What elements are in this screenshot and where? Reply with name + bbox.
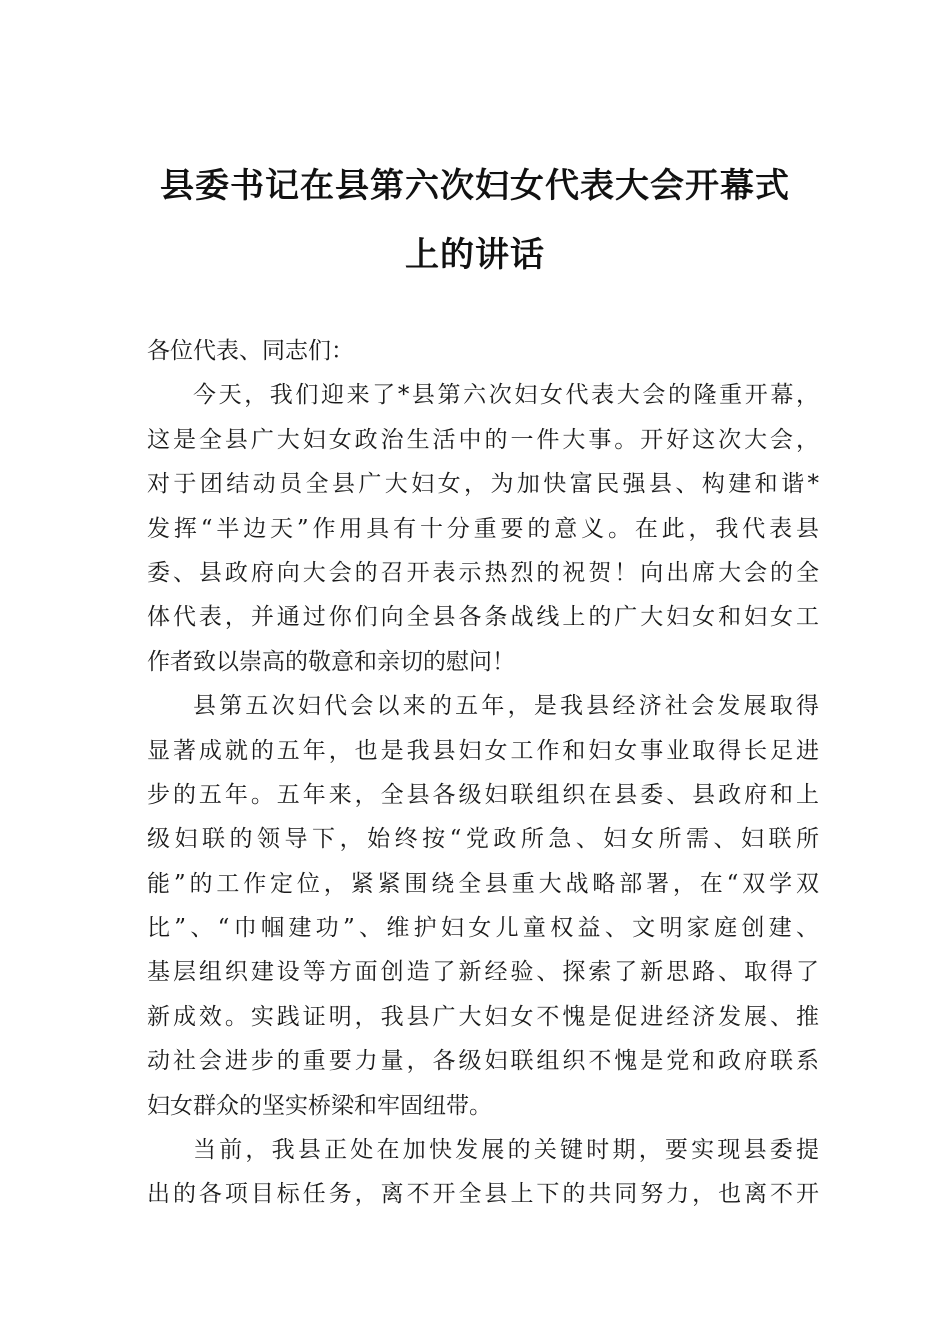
salutation: 各位代表、同志们： [147,338,354,364]
paragraph-line: 步的五年。五年来，全县各级妇联组织在县委、县政府和上 [147,781,819,808]
document-title-line-2: 上的讲话 [405,235,545,275]
paragraph-line: 级妇联的领导下，始终按“党政所急、妇女所需、妇联所 [147,826,819,853]
paragraph-3 [147,1128,819,1217]
paragraph-line: 对于团结动员全县广大妇女，为加快富民强县、构建和谐* [147,471,819,498]
paragraph-line: 比”、“巾帼建功”、维护妇女儿童权益、文明家庭创建、 [147,915,819,942]
paragraph-line: 出的各项目标任务，离不开全县上下的共同努力，也离不开 [147,1181,819,1208]
paragraph-1 [147,373,819,684]
paragraph-line: 发挥“半边天”作用具有十分重要的意义。在此，我代表县 [147,515,819,542]
document-title-line-1: 县委书记在县第六次妇女代表大会开幕式 [160,166,790,206]
paragraph-line: 这是全县广大妇女政治生活中的一件大事。开好这次大会， [147,426,819,453]
paragraph-line: 新成效。实践证明，我县广大妇女不愧是促进经济发展、推 [147,1003,819,1030]
paragraph-line: 动社会进步的重要力量，各级妇联组织不愧是党和政府联系 [147,1048,819,1075]
paragraph-line: 基层组织建设等方面创造了新经验、探索了新思路、取得了 [147,959,819,986]
paragraph-line: 当前，我县正处在加快发展的关键时期，要实现县委提 [193,1137,819,1164]
paragraph-line: 委、县政府向大会的召开表示热烈的祝贺！向出席大会的全 [147,559,819,586]
paragraph-line: 体代表，并通过你们向全县各条战线上的广大妇女和妇女工 [147,604,819,631]
paragraph-line: 作者致以崇高的敬意和亲切的慰问！ [147,648,515,675]
paragraph-line: 妇女群众的坚实桥梁和牢固纽带。 [147,1092,492,1119]
paragraph-line: 显著成就的五年，也是我县妇女工作和妇女事业取得长足进 [147,737,819,764]
paragraph-line: 能”的工作定位，紧紧围绕全县重大战略部署，在“双学双 [147,870,819,897]
document-body [147,329,819,1217]
paragraph-line: 县第五次妇代会以来的五年，是我县经济社会发展取得 [193,693,819,720]
paragraph-line: 今天，我们迎来了*县第六次妇女代表大会的隆重开幕， [193,382,819,409]
paragraph-2 [147,684,819,1128]
